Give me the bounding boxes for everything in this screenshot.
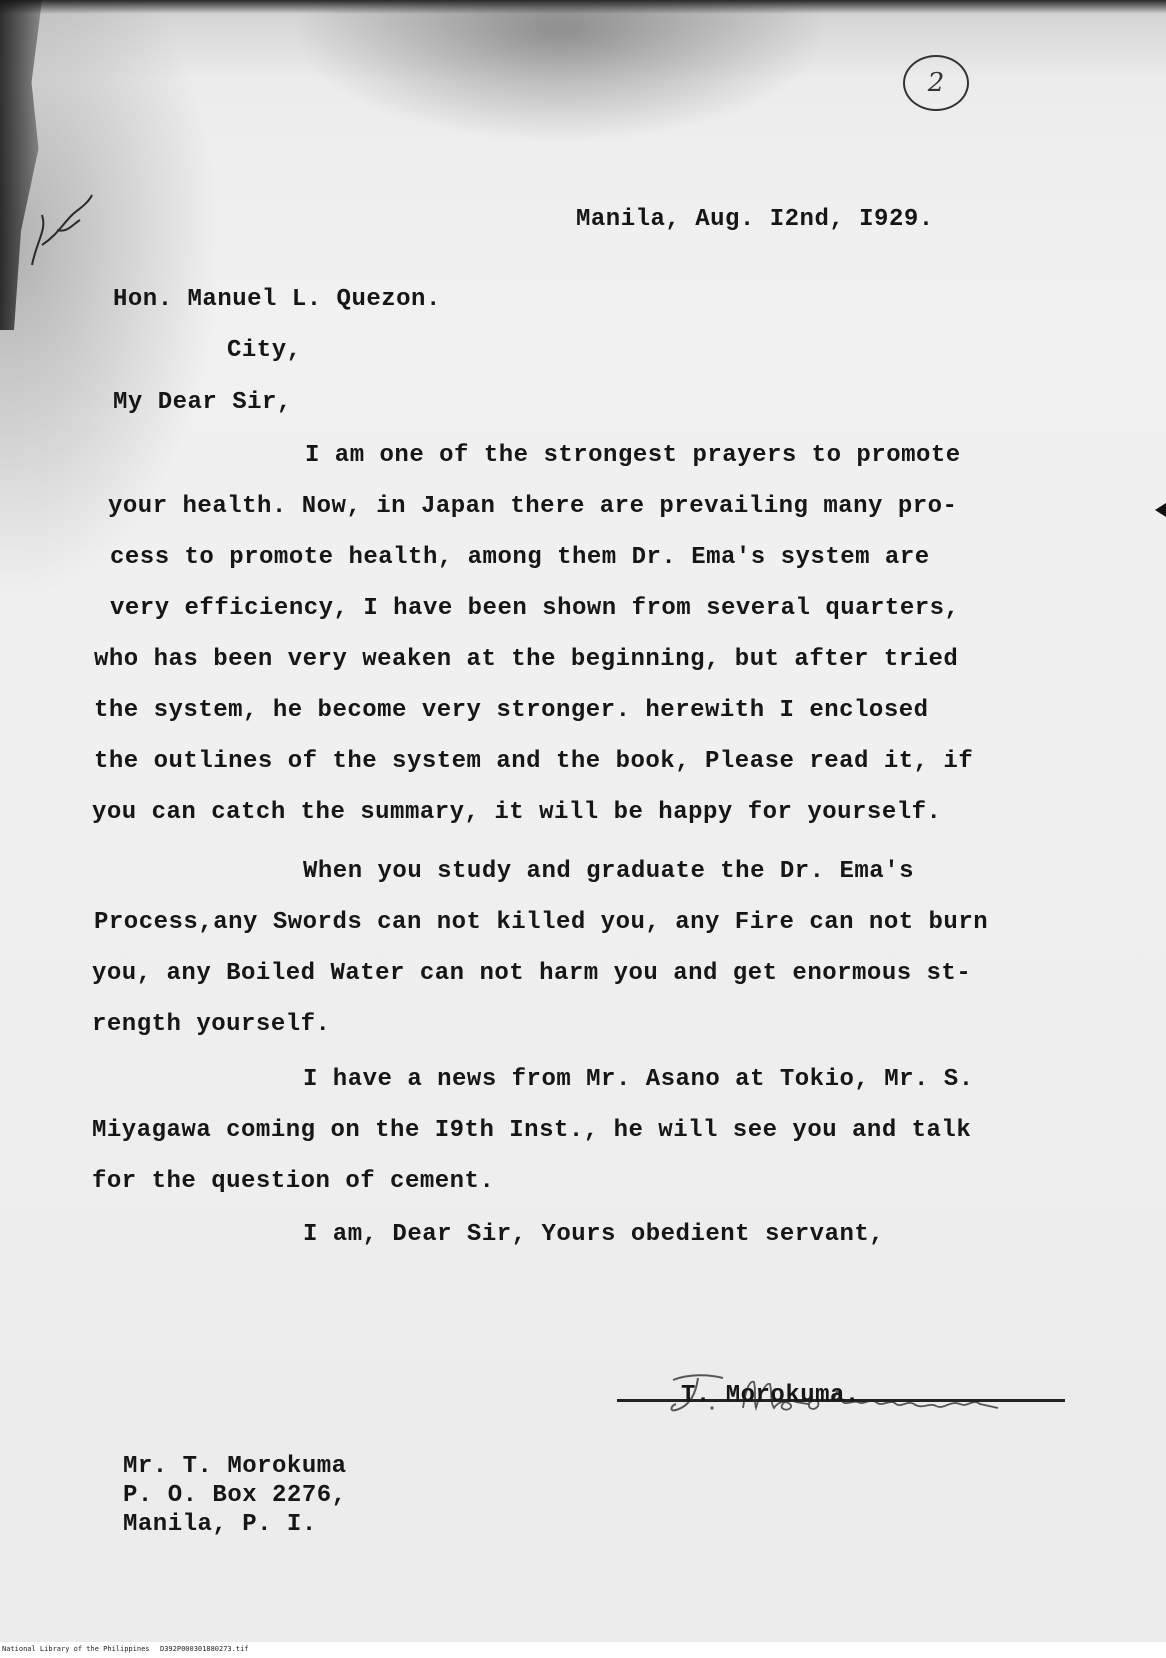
body-line: you can catch the summary, it will be happy for yourself. [92, 799, 942, 826]
circled-page-number [903, 55, 969, 111]
body-line: your health. Now, in Japan there are prevailing many pro- [108, 493, 958, 520]
sender-line: Manila, P. I. [123, 1511, 317, 1538]
body-line: who has been very weaken at the beginning, but after tried [94, 646, 959, 673]
body-line: I have a news from Mr. Asano at Tokio, Mr. S. [303, 1066, 974, 1093]
circled-number-text: 2 [927, 68, 945, 98]
typed-signature: T. Morokuma. [681, 1382, 860, 1409]
sender-line: P. O. Box 2276, [123, 1482, 347, 1509]
salutation: My Dear Sir, [113, 389, 292, 416]
sender-line: Mr. T. Morokuma [123, 1453, 347, 1480]
margin-handwriting-mark [12, 185, 102, 275]
footer-filename: D392P000301880273.tif [160, 1645, 249, 1653]
closing-line: I am, Dear Sir, Yours obedient servant, [303, 1221, 885, 1248]
letter-date: Manila, Aug. I2nd, I929. [576, 206, 934, 233]
body-line: you, any Boiled Water can not harm you and get enormous st- [92, 960, 972, 987]
top-shadow [0, 0, 1166, 14]
body-line: When you study and graduate the Dr. Ema's [303, 858, 914, 885]
body-line: the system, he become very stronger. herewith I enclosed [94, 697, 929, 724]
torn-edge [0, 0, 70, 330]
body-line: rength yourself. [92, 1011, 331, 1038]
body-line: Process,any Swords can not killed you, any Fire can not burn [94, 909, 989, 936]
body-line: cess to promote health, among them Dr. Ema's system are [110, 544, 930, 571]
archive-footer [0, 1642, 1166, 1658]
body-line: for the question of cement. [92, 1168, 495, 1195]
footer-library: National Library of the Philippines [2, 1645, 150, 1653]
recipient-city: City, [227, 337, 302, 364]
body-line: I am one of the strongest prayers to promote [305, 442, 961, 469]
page-edge-marker [1155, 503, 1166, 517]
body-line: Miyagawa coming on the I9th Inst., he will see you and talk [92, 1117, 972, 1144]
body-line: the outlines of the system and the book, Please read it, if [94, 748, 974, 775]
recipient-name: Hon. Manuel L. Quezon. [113, 286, 441, 313]
body-line: very efficiency, I have been shown from several quarters, [110, 595, 960, 622]
